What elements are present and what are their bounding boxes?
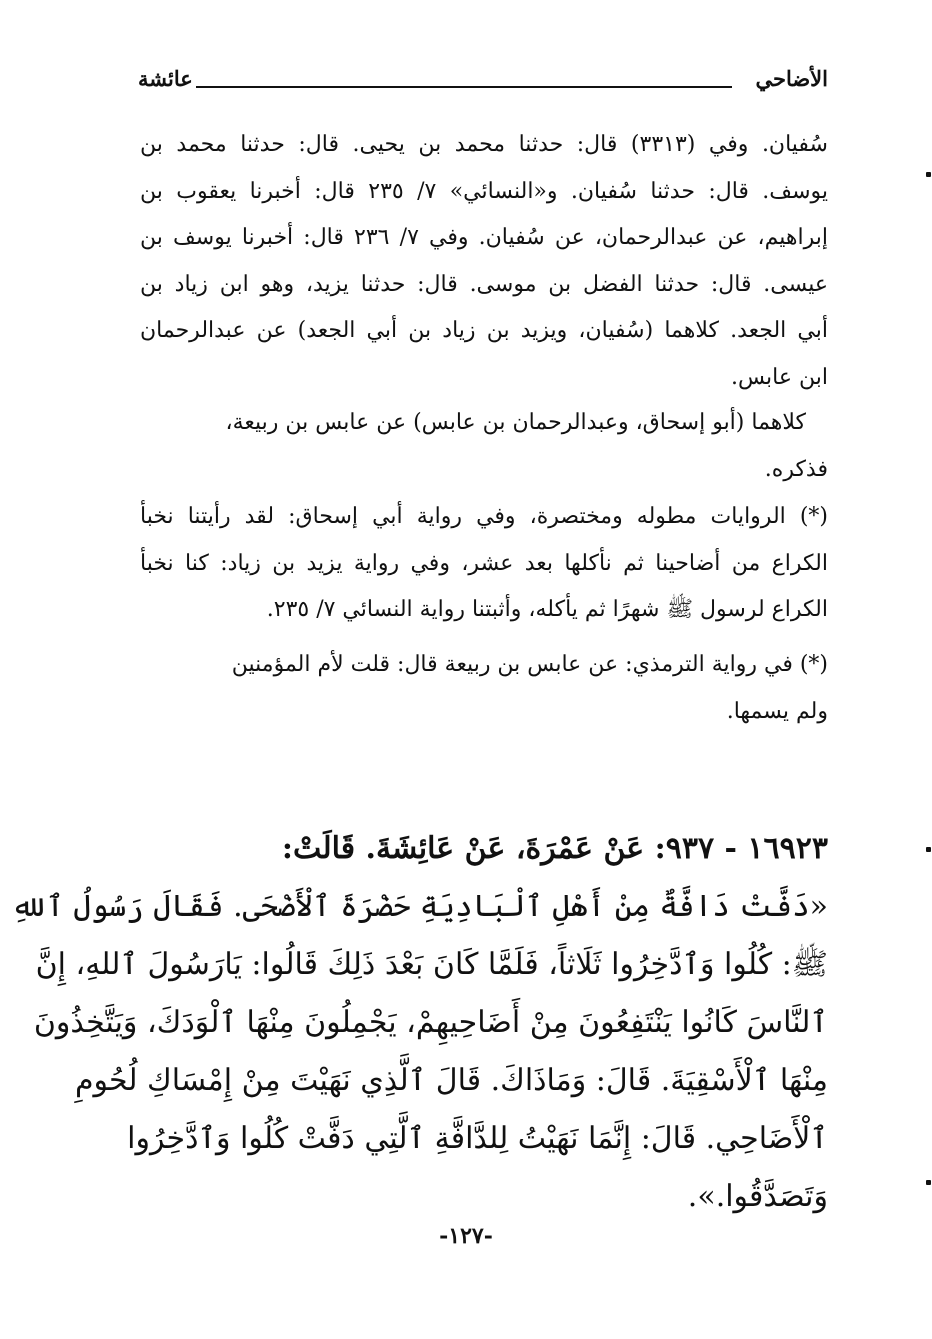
text-line: (*) الروايات مطوله ومختصرة، وفي رواية أبي إسحاق: لقد رأيتنا نخبأ — [140, 504, 828, 529]
note-paragraph — [140, 494, 828, 634]
hadith-block — [11, 820, 828, 1226]
text-line: فذكره. — [764, 456, 828, 482]
note-paragraph — [140, 642, 828, 735]
hadith-line: ﷺ: كُلُوا وَٱدَّخِرُوا ثَلَاثاً، فَلَمَّا كَانَ بَعْدَ ذَلِكَ قَالُوا: يَارَسُولَ ٱللهِ، إِنَّ — [35, 947, 828, 982]
page-number: -١٢٧- — [439, 1223, 493, 1249]
hadith-line: ٱلْأَضَاحِي. قَالَ: إِنَّمَا نَهَيْتُ لِلدَّافَّةِ ٱلَّتِي دَفَّتْ كُلُوا وَٱدَّخِرُوا — [127, 1121, 828, 1156]
text-line: يوسف. قال: حدثنا سُفيان. و«النسائي» ٧/ ٢٣٥ قال: أخبرنا يعقوب بن — [140, 178, 828, 204]
text-line: عيسى. قال: حدثنا الفضل بن موسى. قال: حدثنا يزيد، وهو ابن زياد بن — [140, 271, 828, 297]
text-line: (*) في رواية الترمذي: عن عابس بن ربيعة قال: قلت لأم المؤمنين — [231, 652, 828, 677]
text-line: ولم يسمها. — [726, 698, 828, 724]
text-line: الكراع من أضاحينا ثم نأكلها بعد عشر، وفي رواية يزيد بن زياد: كنا نخبأ — [140, 550, 828, 576]
header-rule — [196, 86, 732, 88]
text-line: ابن عابس. — [731, 364, 828, 390]
margin-mark — [926, 172, 931, 177]
text-line: إبراهيم، عن عبدالرحمان، عن سُفيان. وفي ٧/ ٢٣٦ قال: أخبرنا يوسف بن — [140, 225, 828, 250]
text-line: الكراع لرسول ﷺ شهرًا ثم يأكله، وأثبتنا رواية النسائي ٧/ ٢٣٥. — [266, 597, 828, 622]
margin-mark — [926, 1180, 931, 1185]
hadith-line: ٱلنَّاسَ كَانُوا يَنْتَفِعُونَ مِنْ أَضَاحِيهِمْ، يَجْمِلُونَ مِنْهَا ٱلْوَدَكَ، وَيَتَّخِذُونَ — [33, 1005, 828, 1040]
text-line: أبي الجعد. كلاهما (سُفيان، ويزيد بن زياد بن أبي الجعد) عن عبدالرحمان — [140, 318, 828, 343]
hadith-line: وَتَصَدَّقُوا.». — [687, 1179, 828, 1214]
chapter-title: عائشة — [138, 66, 193, 91]
running-header — [138, 64, 828, 98]
text-line: سُفيان. وفي (٣٣١٣) قال: حدثنا محمد بن يحيى. قال: حدثنا محمد بن — [140, 132, 828, 157]
text-line: كلاهما (أبو إسحاق، وعبدالرحمان بن عابس) عن عابس بن ربيعة، — [225, 410, 806, 435]
hadith-line: «دَفَّتْ دَافَّةٌ مِنْ أَهْلِ ٱلْبَادِيَةِ حَضْرَةَ ٱلْأَضْحَى. فَقَالَ رَسُولُ ٱللهِ — [11, 889, 828, 924]
hadith-line: مِنْهَا ٱلْأَسْقِيَةَ. قَالَ: وَمَاذَاكَ. قَالَ ٱلَّذِي نَهَيْتَ مِنْ إِمْسَاكِ لُحُومِ — [74, 1063, 828, 1098]
isnad-paragraph — [140, 122, 828, 401]
book-title: الأضاحي — [755, 66, 828, 91]
margin-mark — [926, 847, 931, 852]
hadith-heading: ١٦٩٢٣ - ٩٣٧: عَنْ عَمْرَةَ، عَنْ عَائِشَةَ. قَالَتْ: — [281, 831, 828, 866]
summary-paragraph — [140, 400, 828, 493]
